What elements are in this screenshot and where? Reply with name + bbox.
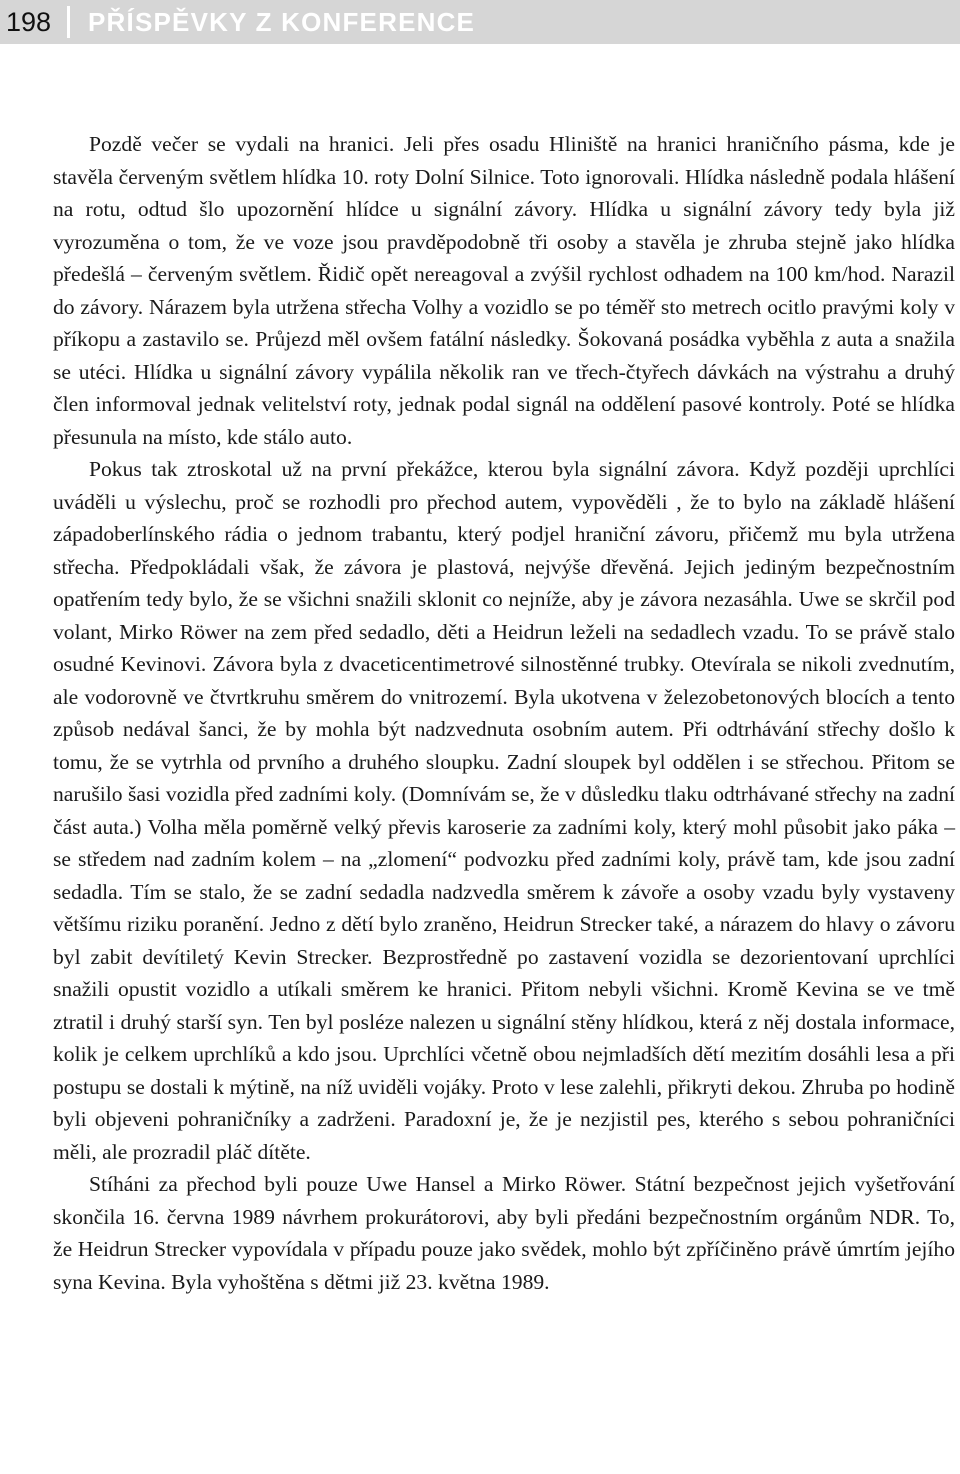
running-header xyxy=(0,0,960,44)
paragraph: Pozdě večer se vydali na hranici. Jeli přes osadu Hliniště na hranici hraničního pásma, kde je stavěla červeným světlem hlídka 10. roty Dolní Silnice. Toto ignorovali. Hlídka následně podala hlášení na rotu, odtud šlo upozornění hlídce u signální závory. Hlídka u signální závory tedy byla již vyrozuměna o tom, že ve voze jsou pravděpodobně tři osoby a stavěla je zhruba stejně jako hlídka předešlá – červeným světlem. Řidič opět nereagoval a zvýšil rychlost odhadem na 100 km/hod. Narazil do závory. Nárazem byla utržena střecha Volhy a vozidlo se po téměř sto metrech ocitlo pravými koly v příkopu a zastavilo se. Průjezd měl ovšem fatální následky. Šokovaná posádka vyběhla z auta a snažila se utéci. Hlídka u signální závory vypálila několik ran ve třech-čtyřech dávkách na výstrahu a druhý člen informoval jednak velitelství roty, jednak podal signál na oddělení pasové kontroly. Poté se hlídka přesunula na místo, kde stálo auto. xyxy=(53,132,955,449)
header-divider xyxy=(67,6,70,38)
page-number: 198 xyxy=(6,7,52,37)
paragraph: Pokus tak ztroskotal už na první překážce, kterou byla signální závora. Když později uprchlíci uváděli u výslechu, proč se rozhodli pro přechod autem, vypověděli , že to bylo na základě hlášení západoberlínského rádia o jednom trabantu, který podjel hraniční závoru, přičemž mu byla utržena střecha. Předpokládali však, že závora je plastová, nejvýše dřevěná. Jejich jediným bezpečnostním opatřením tedy bylo, že se všichni snažili sklonit co nejníže, aby je závora nezasáhla. Uwe se skrčil pod volant, Mirko Röwer na zem před sedadlo, děti a Heidrun leželi na sedadlech vzadu. To se právě stalo osudné Kevinovi. Závora byla z dvaceticentimetrové silnostěnné trubky. Otevírala se nikoli zvednutím, ale vodorovně ve čtvrtkruhu směrem do vnitrozemí. Byla ukotvena v železobetonových blocích a tento způsob nedával šanci, že by mohla být nadzvednuta osobním autem. Při odtrhávání střechy došlo k tomu, že se vytrhla od prvního a druhého sloupku. Zadní sloupek byl oddělen i se střechou. Přitom se narušilo šasi vozidla před zadními koly. (Domnívám se, že v důsledku tlaku odtrhávané střechy na zadní část auta.) Volha měla poměrně velký převis karoserie za zadními koly, který mohl působit jako páka – se středem nad zadním kolem – na „zlomení“ podvozku před zadními koly, právě tam, kde jsou zadní sedadla. Tím se stalo, že se zadní sedadla nadzvedla směrem k závoře a osoby vzadu byly vystaveny většímu riziku poranění. Jedno z dětí bylo zraněno, Heidrun Strecker také, a nárazem do hlavy o závoru byl zabit devítiletý Kevin Strecker. Bezprostředně po zastavení vozidla se dezorientovaní uprchlíci snažili opustit vozidlo a utíkali směrem ke hranici. Přitom nebyli všichni. Kromě Kevina se ve tmě ztratil i druhý starší syn. Ten byl posléze nalezen u signální stěny hlídkou, která z něj dostala informace, kolik je celkem uprchlíků a kdo jsou. Uprchlíci včetně obou nejmladších dětí mezitím dosáhli lesa a při postupu se dostali k mýtině, na níž uviděli vojáky. Proto v lese zalehli, přikryti dekou. Zhruba po hodině byli objeveni pohraničníky a zadrženi. Paradoxní je, že je nezjistil pes, kterého s sebou pohraničníci měli, ale prozradil pláč dítěte. xyxy=(53,457,955,1164)
section-title: PŘÍSPĚVKY Z KONFERENCE xyxy=(88,7,476,37)
article-body xyxy=(53,128,955,1298)
paragraph: Stíháni za přechod byli pouze Uwe Hansel a Mirko Röwer. Státní bezpečnost jejich vyšetřování skončila 16. června 1989 návrhem prokurátorovi, aby byli předáni bezpečnostním orgánům NDR. To, že Heidrun Strecker vypovídala v případu pouze jako svědek, mohlo být zpříčiněno právě úmrtím jejího syna Kevina. Byla vyhoštěna s dětmi již 23. května 1989. xyxy=(53,1172,955,1294)
